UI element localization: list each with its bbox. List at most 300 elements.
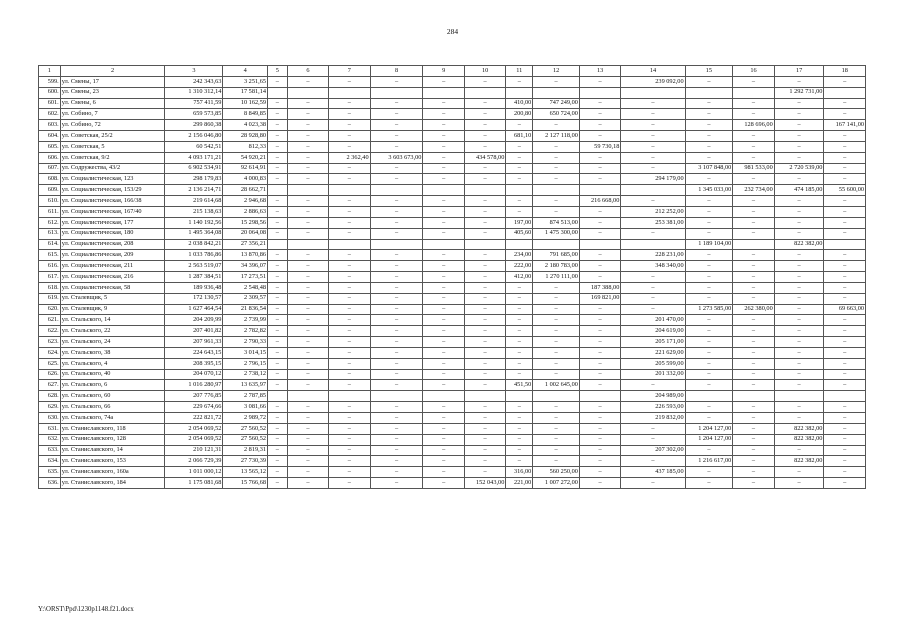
value-cell: 8 849,85 [223,109,268,120]
value-cell: – [287,413,328,424]
value-cell: – [287,272,328,283]
value-cell [621,87,685,98]
value-cell: – [287,478,328,489]
value-cell: – [329,217,370,228]
value-cell: – [733,206,774,217]
value-cell: – [268,380,288,391]
value-cell: 2 054 069,52 [165,423,223,434]
value-cell: – [685,76,733,87]
address-cell: ул. Социалистическая, 216 [60,272,165,283]
value-cell: – [824,141,866,152]
value-cell: – [423,76,464,87]
value-cell: – [579,98,620,109]
value-cell: – [774,206,824,217]
value-cell: – [268,304,288,315]
value-cell: – [287,467,328,478]
value-cell: – [685,272,733,283]
value-cell: 3 603 673,00 [370,152,423,163]
value-cell: 4 000,83 [223,174,268,185]
value-cell: – [423,304,464,315]
value-cell: – [774,76,824,87]
value-cell: – [579,120,620,131]
value-cell: 1 033 786,86 [165,250,223,261]
value-cell: – [579,315,620,326]
row-number-cell: 624. [39,347,61,358]
value-cell: – [533,120,580,131]
value-cell: – [533,358,580,369]
value-cell: 208 395,15 [165,358,223,369]
value-cell: – [579,152,620,163]
value-cell: – [423,456,464,467]
table-row [39,174,866,185]
value-cell [506,185,533,196]
address-cell: ул. Станиславского, 160а [60,467,165,478]
value-cell: – [423,163,464,174]
value-cell: – [685,445,733,456]
value-cell: – [621,98,685,109]
value-cell: 204 989,00 [621,391,685,402]
value-cell: 219 832,00 [621,413,685,424]
address-cell: ул. Социалистическая, 58 [60,282,165,293]
value-cell: 27 730,39 [223,456,268,467]
value-cell: – [733,369,774,380]
row-number-cell: 632. [39,434,61,445]
value-cell: – [287,98,328,109]
table-row [39,402,866,413]
value-cell: 2 156 046,80 [165,131,223,142]
value-cell: – [464,402,505,413]
value-cell: – [423,423,464,434]
column-number-cell: 16 [733,66,774,77]
value-cell: – [506,120,533,131]
value-cell: – [370,478,423,489]
value-cell: – [579,250,620,261]
value-cell: – [464,250,505,261]
value-cell: – [287,141,328,152]
value-cell: – [579,456,620,467]
value-cell: – [464,467,505,478]
value-cell: – [824,206,866,217]
value-cell: – [824,326,866,337]
value-cell [287,391,328,402]
value-cell: – [733,467,774,478]
value-cell: – [774,250,824,261]
value-cell: 822 382,00 [774,434,824,445]
address-cell: ул. Социалистическая, 167/40 [60,206,165,217]
value-cell: 215 138,63 [165,206,223,217]
value-cell: 2 563 519,07 [165,261,223,272]
address-cell: ул. Социалистическая, 211 [60,261,165,272]
row-number-cell: 636. [39,478,61,489]
row-number-cell: 599. [39,76,61,87]
value-cell: – [268,369,288,380]
value-cell: – [329,434,370,445]
value-cell: – [774,261,824,272]
value-cell: – [621,120,685,131]
value-cell: – [329,380,370,391]
value-cell: 21 836,54 [223,304,268,315]
value-cell: – [824,217,866,228]
value-cell: – [329,326,370,337]
table-row [39,456,866,467]
value-cell: 1 310 312,14 [165,87,223,98]
value-cell: – [329,228,370,239]
value-cell: 1 345 033,00 [685,185,733,196]
value-cell [579,239,620,250]
table-row [39,120,866,131]
value-cell: – [287,304,328,315]
value-cell: 27 560,52 [223,434,268,445]
table-row [39,478,866,489]
row-number-cell: 608. [39,174,61,185]
value-cell: 348 340,00 [621,261,685,272]
value-cell [268,391,288,402]
value-cell: 822 382,00 [774,456,824,467]
value-cell: – [685,478,733,489]
value-cell: 201 332,00 [621,369,685,380]
value-cell: 219 614,68 [165,196,223,207]
value-cell: – [506,282,533,293]
value-cell: – [268,152,288,163]
value-cell: – [733,217,774,228]
value-cell: 1 495 364,08 [165,228,223,239]
value-cell: – [423,131,464,142]
value-cell: – [824,250,866,261]
value-cell: 2 989,72 [223,413,268,424]
value-cell: – [506,206,533,217]
value-cell: – [774,478,824,489]
value-cell: 200,80 [506,109,533,120]
value-cell: – [579,174,620,185]
value-cell: – [287,402,328,413]
value-cell: – [733,326,774,337]
value-cell: – [685,282,733,293]
row-number-cell: 612. [39,217,61,228]
table-row [39,467,866,478]
value-cell: 1 216 617,00 [685,456,733,467]
row-number-cell: 615. [39,250,61,261]
value-cell: – [579,434,620,445]
value-cell: – [268,109,288,120]
value-cell: – [423,98,464,109]
value-cell: – [774,293,824,304]
value-cell: – [774,282,824,293]
value-cell: – [287,228,328,239]
value-cell: – [824,282,866,293]
value-cell: – [533,445,580,456]
value-cell: – [287,326,328,337]
value-cell: – [464,456,505,467]
value-cell: – [370,76,423,87]
value-cell: 210 121,31 [165,445,223,456]
value-cell: 216 668,00 [579,196,620,207]
value-cell: – [621,131,685,142]
value-cell: 92 614,91 [223,163,268,174]
value-cell: 27 356,21 [223,239,268,250]
value-cell: – [685,347,733,358]
value-cell: 410,00 [506,98,533,109]
value-cell: – [423,358,464,369]
value-cell: – [287,261,328,272]
value-cell: – [733,337,774,348]
value-cell: – [464,347,505,358]
value-cell: 1 287 384,51 [165,272,223,283]
value-cell: – [464,217,505,228]
value-cell: – [533,413,580,424]
value-cell: – [685,467,733,478]
value-cell: – [423,282,464,293]
value-cell: – [268,228,288,239]
table-row [39,239,866,250]
table-row [39,315,866,326]
value-cell: 2 548,48 [223,282,268,293]
value-cell: – [370,369,423,380]
value-cell: – [824,347,866,358]
value-cell: – [423,174,464,185]
value-cell: – [370,272,423,283]
value-cell: 2 054 069,52 [165,434,223,445]
value-cell: – [824,337,866,348]
value-cell: 2 127 118,00 [533,131,580,142]
value-cell: 15 766,68 [223,478,268,489]
row-number-cell: 618. [39,282,61,293]
value-cell: – [621,380,685,391]
value-cell: – [774,304,824,315]
value-cell: – [824,369,866,380]
value-cell: 791 685,00 [533,250,580,261]
value-cell: – [423,293,464,304]
address-cell: ул. Социалистическая, 208 [60,239,165,250]
value-cell: – [329,315,370,326]
value-cell: 28 662,71 [223,185,268,196]
value-cell: – [329,109,370,120]
value-cell: 560 250,00 [533,467,580,478]
value-cell: – [329,120,370,131]
row-number-cell: 600. [39,87,61,98]
value-cell: – [824,293,866,304]
value-cell: – [370,358,423,369]
value-cell: – [268,141,288,152]
value-cell: 2 796,15 [223,358,268,369]
value-cell: – [506,76,533,87]
value-cell: – [464,326,505,337]
value-cell: 167 141,00 [824,120,866,131]
value-cell: – [370,380,423,391]
row-number-cell: 622. [39,326,61,337]
value-cell: – [579,413,620,424]
column-number-cell: 4 [223,66,268,77]
value-cell: – [287,456,328,467]
column-number-cell: 10 [464,66,505,77]
value-cell: – [268,282,288,293]
value-cell: 13 635,97 [223,380,268,391]
value-cell: – [370,402,423,413]
value-cell: – [370,206,423,217]
address-cell: ул. Станиславского, 118 [60,423,165,434]
value-cell: – [287,380,328,391]
value-cell: – [464,358,505,369]
value-cell: – [423,467,464,478]
value-cell: – [464,120,505,131]
value-cell: – [506,413,533,424]
value-cell: – [621,304,685,315]
value-cell: 757 411,59 [165,98,223,109]
value-cell [685,391,733,402]
value-cell: 204 070,12 [165,369,223,380]
address-cell: ул. Социалистическая, 153/29 [60,185,165,196]
value-cell: – [464,282,505,293]
row-number-cell: 604. [39,131,61,142]
table-row [39,326,866,337]
value-cell: – [329,76,370,87]
value-cell: 1 627 464,54 [165,304,223,315]
value-cell: 299 860,38 [165,120,223,131]
value-cell: 17 273,51 [223,272,268,283]
table-row [39,358,866,369]
value-cell: – [464,272,505,283]
value-cell: – [621,456,685,467]
value-cell: – [733,456,774,467]
value-cell: – [329,337,370,348]
row-number-cell: 605. [39,141,61,152]
value-cell: 60 542,51 [165,141,223,152]
column-number-cell: 6 [287,66,328,77]
value-cell: – [287,358,328,369]
row-number-cell: 616. [39,261,61,272]
address-cell: ул. Стальского, 14 [60,315,165,326]
row-number-cell: 606. [39,152,61,163]
value-cell: – [579,76,620,87]
value-cell: 650 724,00 [533,109,580,120]
value-cell: – [774,445,824,456]
table-row [39,445,866,456]
address-cell: ул. Станиславского, 153 [60,456,165,467]
value-cell: – [733,282,774,293]
table-row [39,152,866,163]
value-cell: – [506,347,533,358]
value-cell: – [621,423,685,434]
row-number-cell: 609. [39,185,61,196]
value-cell: – [685,228,733,239]
value-cell: – [533,369,580,380]
column-number-cell: 13 [579,66,620,77]
value-cell: 221 629,00 [621,347,685,358]
value-cell: – [268,337,288,348]
value-cell: – [774,217,824,228]
address-cell: ул. Социалистическая, 209 [60,250,165,261]
value-cell: – [370,163,423,174]
value-cell: 822 382,00 [774,239,824,250]
value-cell: 204 619,00 [621,326,685,337]
value-cell [621,185,685,196]
value-cell [733,391,774,402]
value-cell [464,239,505,250]
value-cell: – [733,109,774,120]
value-cell: – [287,206,328,217]
value-cell [268,185,288,196]
value-cell: – [268,326,288,337]
address-cell: ул. Стальского, 4 [60,358,165,369]
column-number-cell: 15 [685,66,733,77]
row-number-cell: 611. [39,206,61,217]
table-row [39,163,866,174]
value-cell: – [287,217,328,228]
value-cell: – [685,131,733,142]
value-cell [621,239,685,250]
value-cell: – [423,380,464,391]
column-number-cell: 5 [268,66,288,77]
value-cell: – [268,272,288,283]
value-cell: – [329,272,370,283]
value-cell: – [464,206,505,217]
value-cell: – [464,228,505,239]
value-cell: – [329,347,370,358]
value-cell: – [464,109,505,120]
value-cell: – [533,326,580,337]
value-cell: 3 251,65 [223,76,268,87]
table-row [39,347,866,358]
value-cell: – [464,337,505,348]
value-cell: – [774,152,824,163]
value-cell: 3 014,15 [223,347,268,358]
value-cell: – [506,163,533,174]
address-cell: ул. Стальского, 60 [60,391,165,402]
value-cell: 28 928,80 [223,131,268,142]
value-cell: – [774,120,824,131]
value-cell: – [579,358,620,369]
value-cell: – [370,109,423,120]
value-cell: – [774,467,824,478]
value-cell: – [464,434,505,445]
value-cell: – [579,206,620,217]
value-cell: – [423,250,464,261]
value-cell: 412,00 [506,272,533,283]
value-cell: – [370,261,423,272]
value-cell: – [824,456,866,467]
value-cell: 224 643,15 [165,347,223,358]
value-cell: – [423,109,464,120]
value-cell: 1 175 081,68 [165,478,223,489]
value-cell: 242 343,63 [165,76,223,87]
value-cell: – [533,347,580,358]
value-cell: 1 204 127,00 [685,423,733,434]
value-cell: – [733,174,774,185]
value-cell: 207 401,82 [165,326,223,337]
value-cell [370,185,423,196]
value-cell: – [423,347,464,358]
data-table [38,65,866,489]
value-cell: 316,00 [506,467,533,478]
value-cell: – [774,337,824,348]
value-cell: – [268,478,288,489]
value-cell: – [774,98,824,109]
value-cell [370,239,423,250]
value-cell: – [329,445,370,456]
value-cell: – [774,272,824,283]
value-cell: – [733,347,774,358]
value-cell: 234,00 [506,250,533,261]
address-cell: ул. Сталевщик, 5 [60,293,165,304]
value-cell: – [733,293,774,304]
value-cell: – [774,413,824,424]
value-cell: – [268,315,288,326]
value-cell: – [329,358,370,369]
value-cell: – [685,293,733,304]
value-cell [287,87,328,98]
value-cell [464,185,505,196]
value-cell: 205 599,00 [621,358,685,369]
table-row [39,250,866,261]
